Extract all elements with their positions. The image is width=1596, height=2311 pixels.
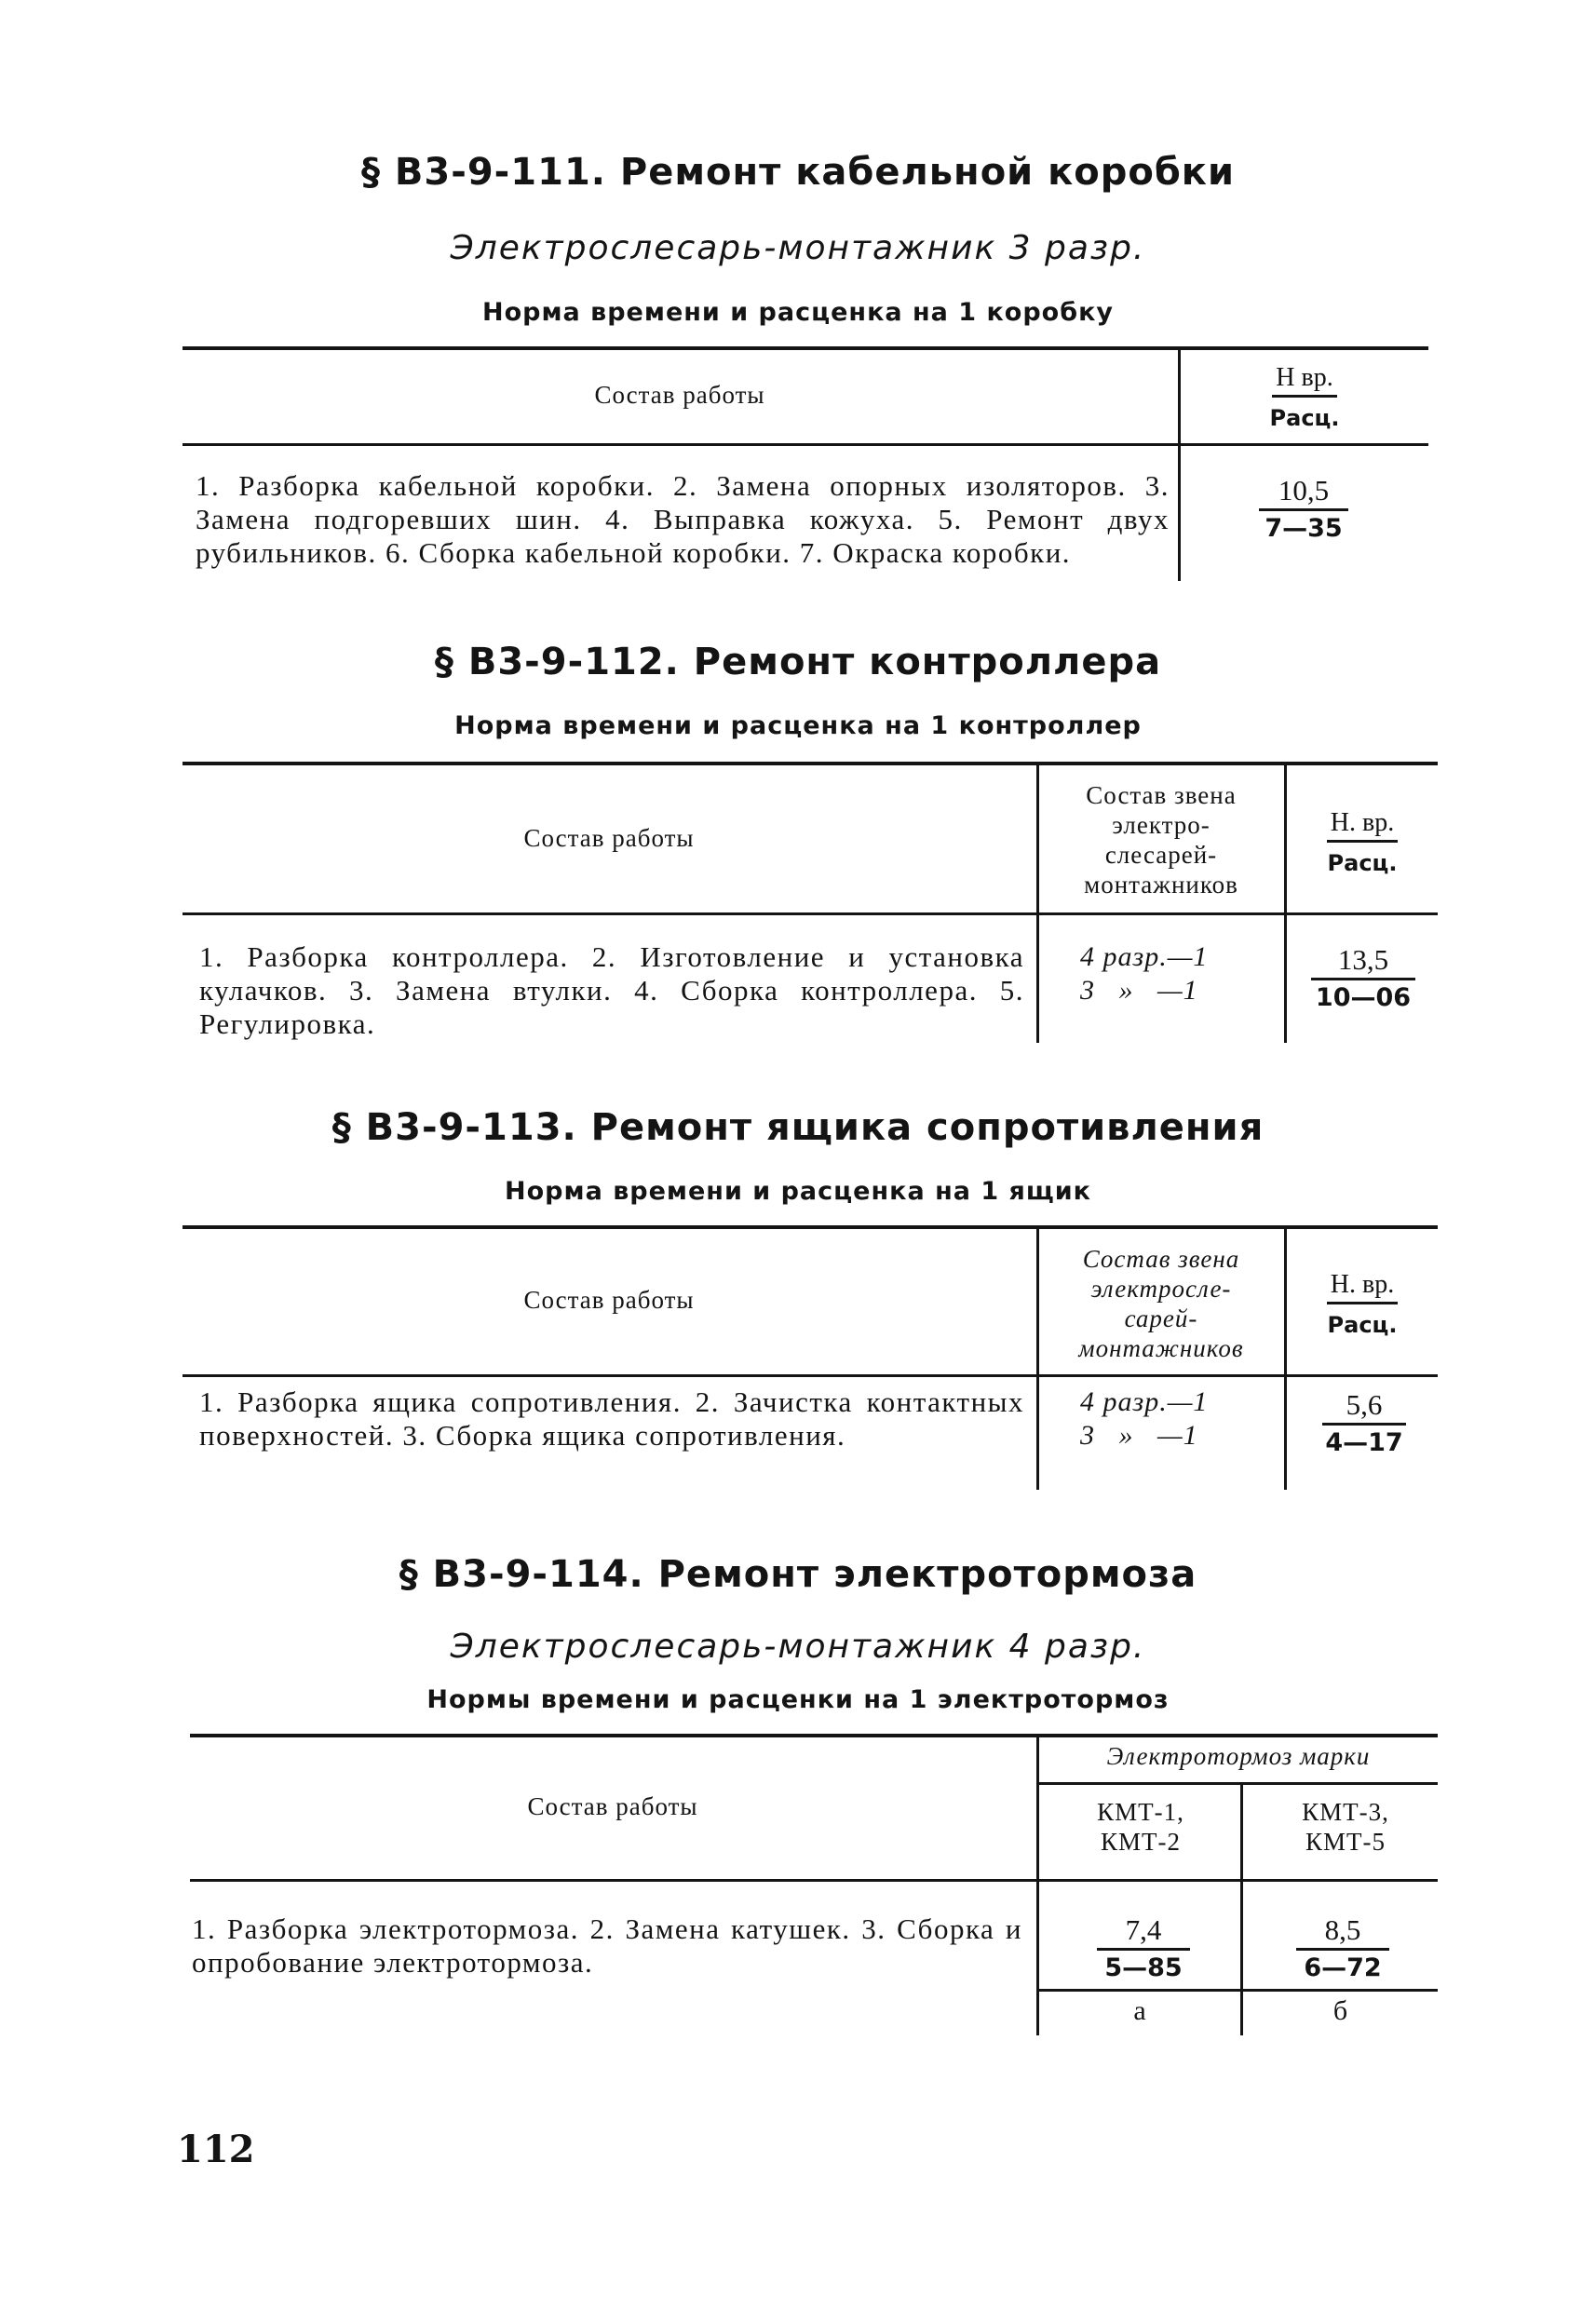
- table-rule: [1036, 1227, 1039, 1490]
- column-header-norm: [1287, 806, 1438, 880]
- work-description: 1. Разборка контроллера. 2. Изготовление и установка кулачков. 3. Замена втулки. 4. Сборка контроллера. 5. Регулировка.: [199, 940, 1024, 1040]
- work-description: 1. Разборка ящика сопротивления. 2. Зачистка контактных поверхностей. 3. Сборка ящика сопротивления.: [199, 1385, 1024, 1452]
- table-rule: [183, 443, 1428, 446]
- table-rule: [183, 346, 1428, 350]
- column-header-crew: Состав звена электросле- сарей- монтажников: [1078, 1245, 1244, 1362]
- column-header-a: КМТ-1, КМТ-2: [1097, 1798, 1184, 1856]
- norm-value-a: [1097, 1912, 1190, 1986]
- norm-value-b: [1296, 1912, 1389, 1986]
- header-hvr: Н. вр.: [1327, 806, 1398, 843]
- column-header-norm: [1287, 1268, 1438, 1342]
- table-rule: [1284, 1227, 1287, 1490]
- hvr-value: 5,6: [1322, 1387, 1406, 1426]
- section-112-norm: Норма времени и расценка на 1 контроллер: [454, 711, 1142, 740]
- hvr-value: 10,5: [1259, 473, 1348, 511]
- rasc-value: 5—85: [1104, 1953, 1183, 1982]
- header-hvr: Н вр.: [1272, 361, 1336, 398]
- column-header-norm: [1181, 361, 1428, 435]
- section-111-norm: Норма времени и расценка на 1 коробку: [481, 298, 1115, 327]
- table-rule: [1284, 764, 1287, 1043]
- table-rule: [190, 1879, 1438, 1882]
- rasc-value: 10—06: [1315, 983, 1412, 1012]
- hvr-value: 7,4: [1097, 1912, 1190, 1951]
- column-header-work: Состав работы: [523, 824, 695, 852]
- section-112-title: § В3-9-112. Ремонт контроллера: [434, 641, 1162, 683]
- section-113-norm: Норма времени и расценка на 1 ящик: [505, 1177, 1091, 1206]
- work-description: 1. Разборка кабельной коробки. 2. Замена опорных изоляторов. 3. Замена подгоревших шин. 4. Выправка кожуха. 5. Ремонт двух рубильников. 6. Сборка кабельной коробки. 7. Окраска коробки.: [196, 469, 1170, 569]
- work-description: 1. Разборка электротормоза. 2. Замена катушек. 3. Сборка и опробование электротормоза.: [192, 1912, 1022, 1979]
- section-114-worker: Электрослесарь-монтажник 4 разр.: [450, 1628, 1146, 1666]
- section-111-title: § В3-9-111. Ремонт кабельной коробки: [361, 151, 1235, 194]
- header-rasc: Расц.: [1269, 405, 1340, 431]
- crew-line-1: 4 разр.—1: [1080, 1386, 1209, 1417]
- section-113-title: § В3-9-113. Ремонт ящика сопротивления: [331, 1106, 1265, 1149]
- header-rasc: Расц.: [1327, 1312, 1398, 1338]
- column-header-group: Электротормоз марки: [1106, 1742, 1371, 1770]
- hvr-value: 8,5: [1296, 1912, 1389, 1951]
- rasc-value: 7—35: [1265, 514, 1343, 543]
- section-114-title: § В3-9-114. Ремонт электротормоза: [399, 1553, 1197, 1596]
- column-header-crew: Состав звена электро- слесарей- монтажников: [1084, 781, 1238, 899]
- hvr-value: 13,5: [1311, 942, 1415, 980]
- column-header-work: Состав работы: [594, 381, 765, 409]
- rasc-value: 4—17: [1325, 1428, 1403, 1457]
- page-number: 112: [177, 2128, 255, 2171]
- table-rule: [183, 1374, 1438, 1377]
- crew-line-1: 4 разр.—1: [1080, 941, 1209, 972]
- table-rule: [1036, 1989, 1438, 1992]
- crew-line-2: 3 » —1: [1080, 1420, 1198, 1451]
- table-rule: [183, 1225, 1438, 1229]
- table-rule: [1036, 1782, 1438, 1785]
- table-rule: [183, 912, 1438, 915]
- table-rule: [190, 1734, 1438, 1737]
- column-index-a: а: [1133, 1995, 1146, 2026]
- norm-value: [1322, 1387, 1406, 1461]
- table-rule: [183, 762, 1438, 765]
- section-111-worker: Электрослесарь-монтажник 3 разр.: [450, 229, 1146, 267]
- column-index-b: б: [1332, 1995, 1348, 2026]
- norm-value: [1259, 473, 1348, 547]
- column-header-b: КМТ-3, КМТ-5: [1302, 1798, 1389, 1856]
- section-114-norm: Нормы времени и расценки на 1 электротормоз: [426, 1685, 1170, 1714]
- rasc-value: 6—72: [1304, 1953, 1382, 1982]
- table-rule: [1036, 764, 1039, 1043]
- column-header-work: Состав работы: [527, 1792, 698, 1820]
- norm-value: [1311, 942, 1415, 1016]
- crew-line-2: 3 » —1: [1080, 975, 1198, 1006]
- header-rasc: Расц.: [1327, 850, 1398, 876]
- header-hvr: Н. вр.: [1327, 1268, 1398, 1304]
- column-header-work: Состав работы: [523, 1286, 695, 1314]
